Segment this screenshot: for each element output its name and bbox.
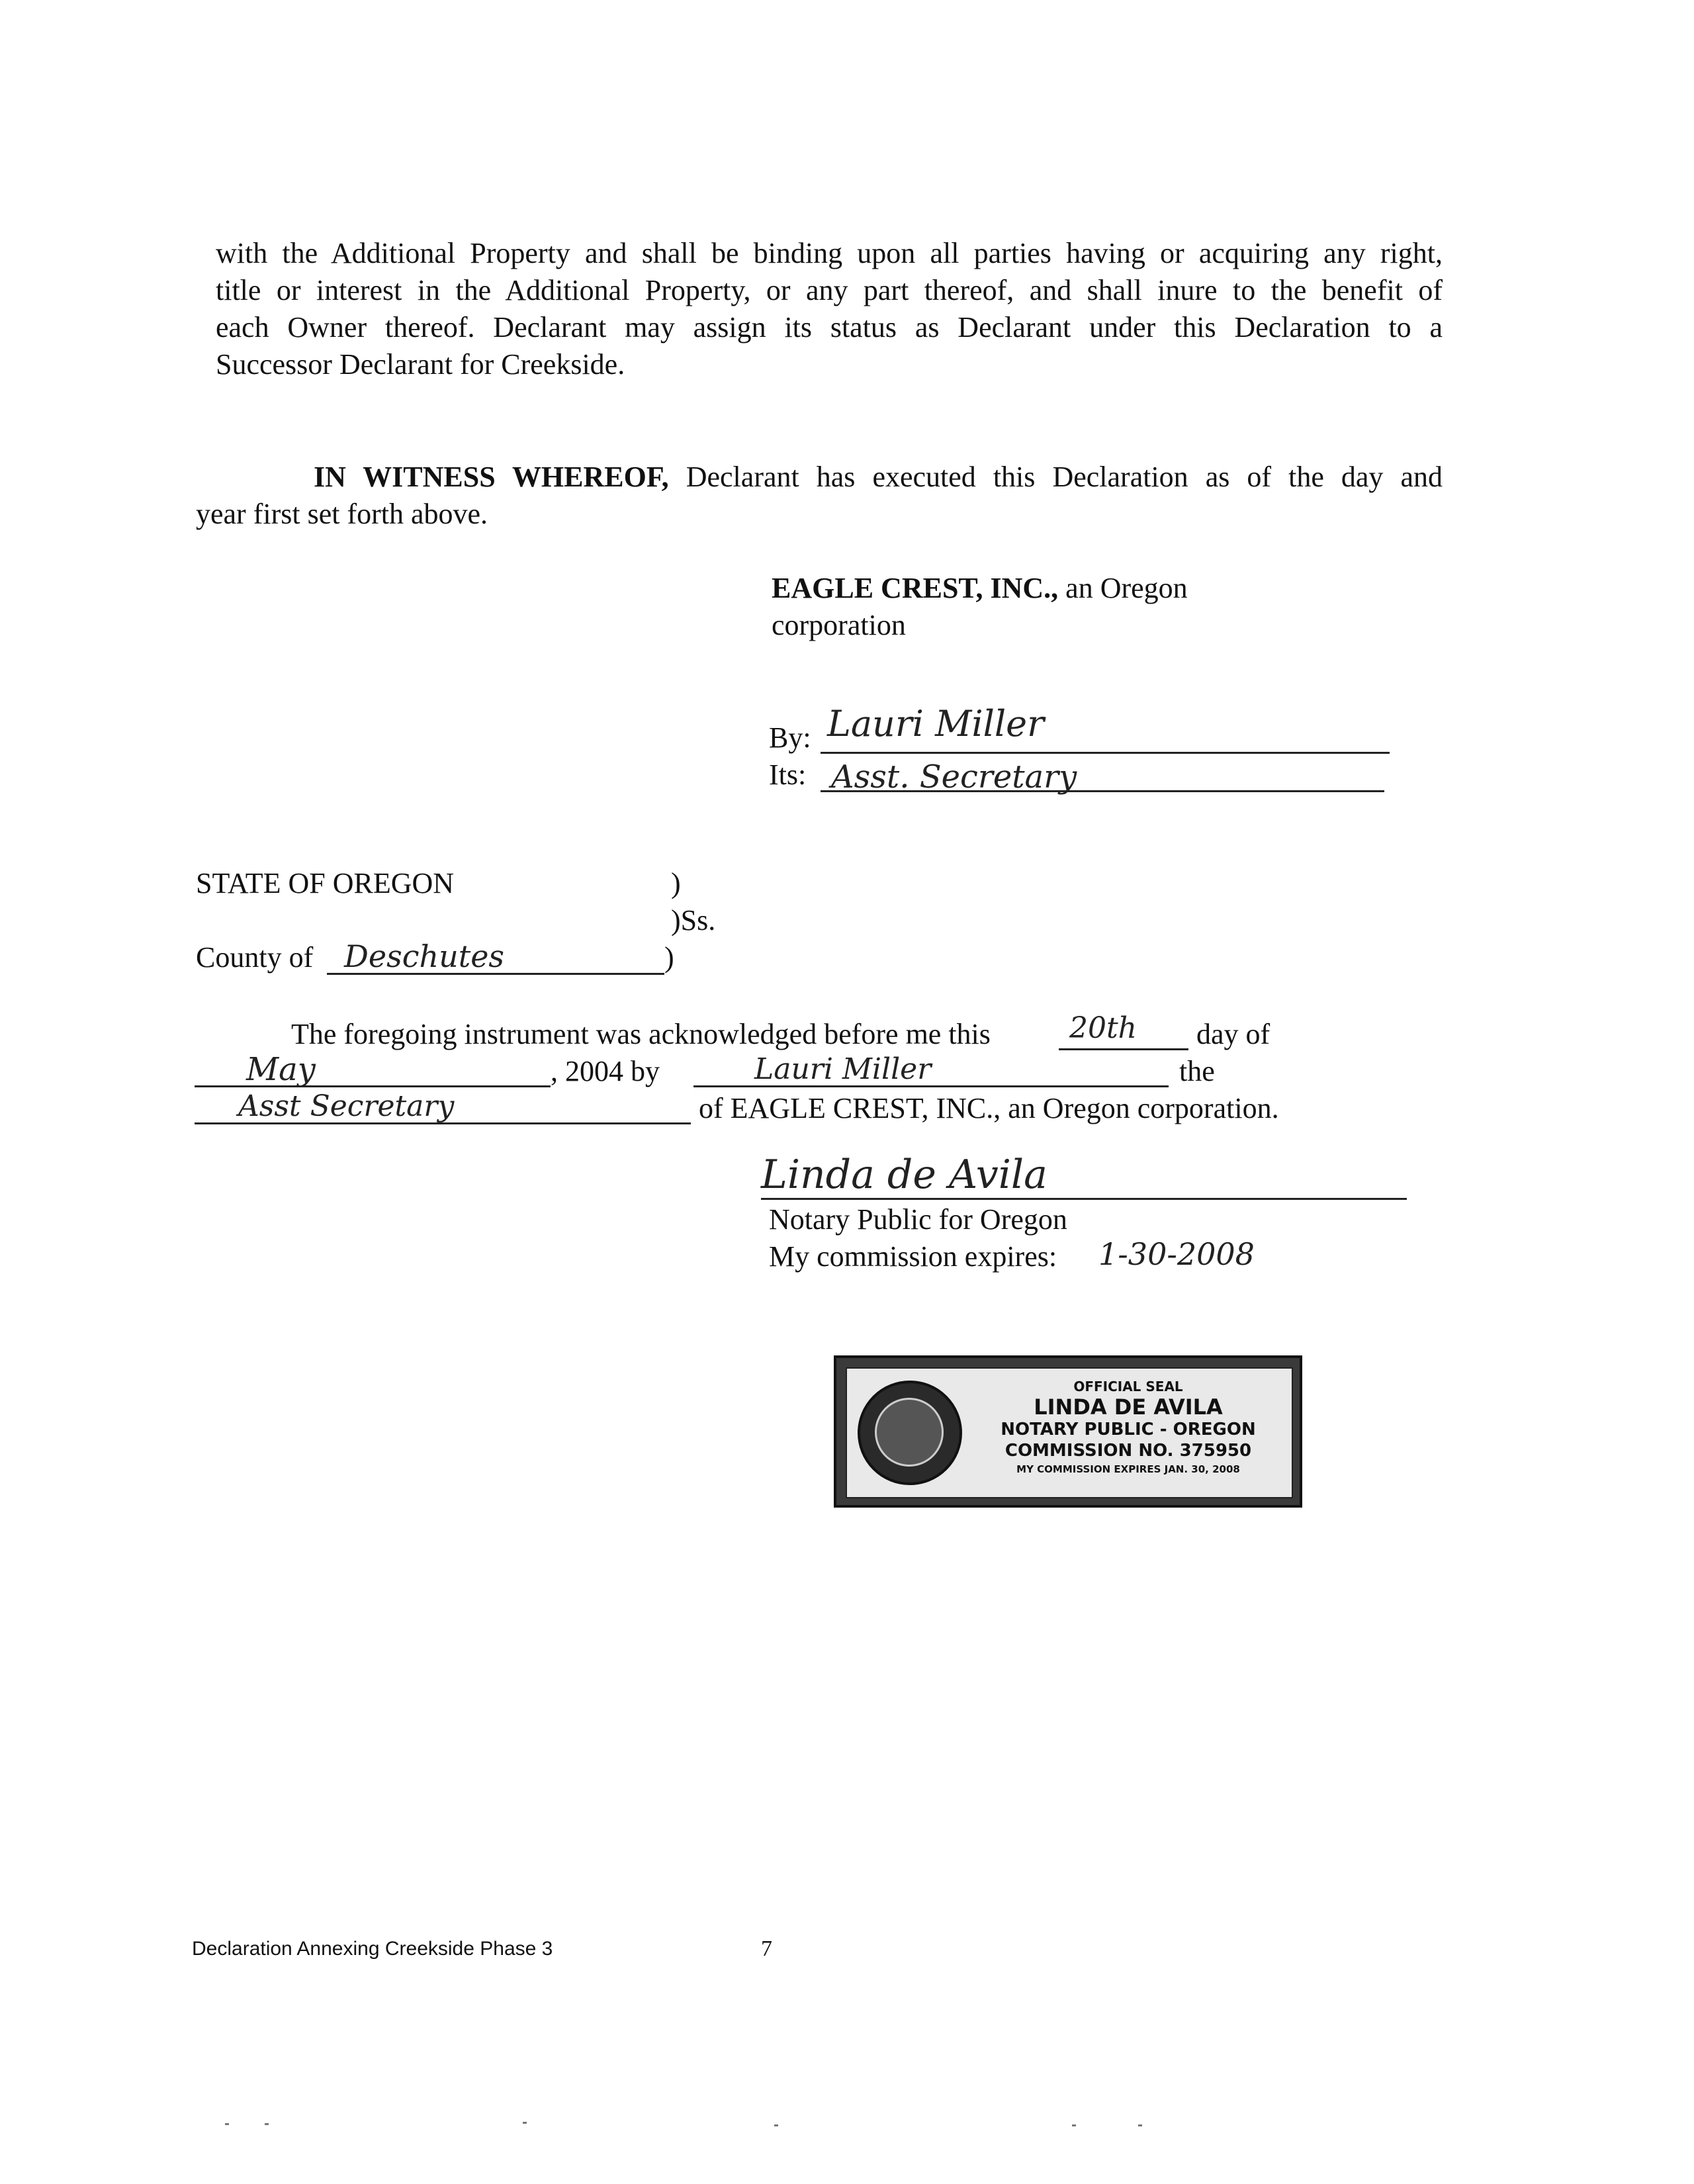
company-line-2: corporation: [772, 609, 906, 641]
notary-signature: Linda de Avila: [761, 1152, 1048, 1198]
commission-label: My commission expires:: [769, 1240, 1057, 1273]
scan-speck: [523, 2122, 527, 2124]
month-handwritten: May: [246, 1051, 316, 1088]
title-handwritten: Asst Secretary: [238, 1089, 455, 1123]
ack-line-1a: The foregoing instrument was acknowledged before me this: [291, 1018, 991, 1050]
ack-line-2a: , 2004 by: [551, 1055, 660, 1087]
ack-line-1b: day of: [1196, 1018, 1270, 1050]
notary-title: Notary Public for Oregon: [769, 1203, 1067, 1236]
notary-signature-line: [761, 1198, 1407, 1200]
official-seal-stamp: [834, 1355, 1302, 1508]
name-handwritten: Lauri Miller: [754, 1052, 932, 1086]
seal-line-3: NOTARY PUBLIC - OREGON: [1001, 1420, 1256, 1439]
its-handwritten: Asst. Secretary: [831, 758, 1077, 796]
county-handwritten: Deschutes: [344, 938, 505, 974]
day-line: [1059, 1048, 1188, 1050]
witness-line-1: [314, 459, 1443, 495]
by-signature: Lauri Miller: [827, 703, 1044, 745]
scan-speck: [1072, 2124, 1076, 2126]
witness-rest: Declarant has executed this Declaration as of the day and: [668, 461, 1443, 493]
witness-bold: IN WITNESS WHEREOF,: [314, 461, 669, 493]
company-rest: an Oregon: [1058, 572, 1188, 604]
footer-doc-title: Declaration Annexing Creekside Phase 3: [192, 1938, 553, 1960]
seal-inner: [846, 1367, 1293, 1498]
seal-text-block: [973, 1378, 1284, 1477]
day-handwritten: 20th: [1069, 1011, 1137, 1045]
company-name: EAGLE CREST, INC.,: [772, 572, 1059, 604]
scan-speck: [774, 2124, 778, 2126]
seal-line-1: OFFICIAL SEAL: [1073, 1379, 1183, 1394]
paragraph-line-3: each Owner thereof. Declarant may assign its status as Declarant under this Declaration to a: [216, 311, 1443, 343]
ack-line-2b: the: [1179, 1055, 1215, 1087]
seal-line-5: MY COMMISSION EXPIRES JAN. 30, 2008: [1016, 1463, 1240, 1475]
commission-date: 1-30-2008: [1098, 1236, 1255, 1272]
ack-line-3: of EAGLE CREST, INC., an Oregon corporation.: [699, 1092, 1279, 1124]
by-signature-line: [821, 752, 1390, 754]
venue-ss: )Ss.: [671, 904, 716, 936]
state-of-oregon: STATE OF OREGON: [196, 867, 455, 899]
its-label: Its:: [769, 758, 807, 791]
scan-speck: [1138, 2124, 1142, 2126]
paragraph-line-1: with the Additional Property and shall be binding upon all parties having or acquiring any right,: [216, 237, 1443, 269]
scan-speck: [265, 2123, 269, 2125]
paragraph-line-4: Successor Declarant for Creekside.: [216, 348, 625, 381]
by-label: By:: [769, 721, 811, 754]
state-seal-emblem: [858, 1381, 962, 1485]
witness-line-2: year first set forth above.: [196, 498, 488, 530]
seal-emblem-inner: [875, 1398, 944, 1467]
seal-line-4: COMMISSION NO. 375950: [1004, 1441, 1252, 1461]
footer-page-number: 7: [761, 1936, 772, 1961]
venue-paren-3: ): [664, 941, 674, 974]
scan-speck: [225, 2123, 229, 2125]
seal-line-2: LINDA DE AVILA: [1034, 1394, 1223, 1420]
county-label: County of: [196, 941, 314, 974]
company-line-1: [772, 570, 1188, 606]
venue-paren-1: ): [671, 867, 681, 899]
paragraph-line-2: title or interest in the Additional Property, or any part thereof, and shall inure to the benefit of: [216, 274, 1443, 306]
